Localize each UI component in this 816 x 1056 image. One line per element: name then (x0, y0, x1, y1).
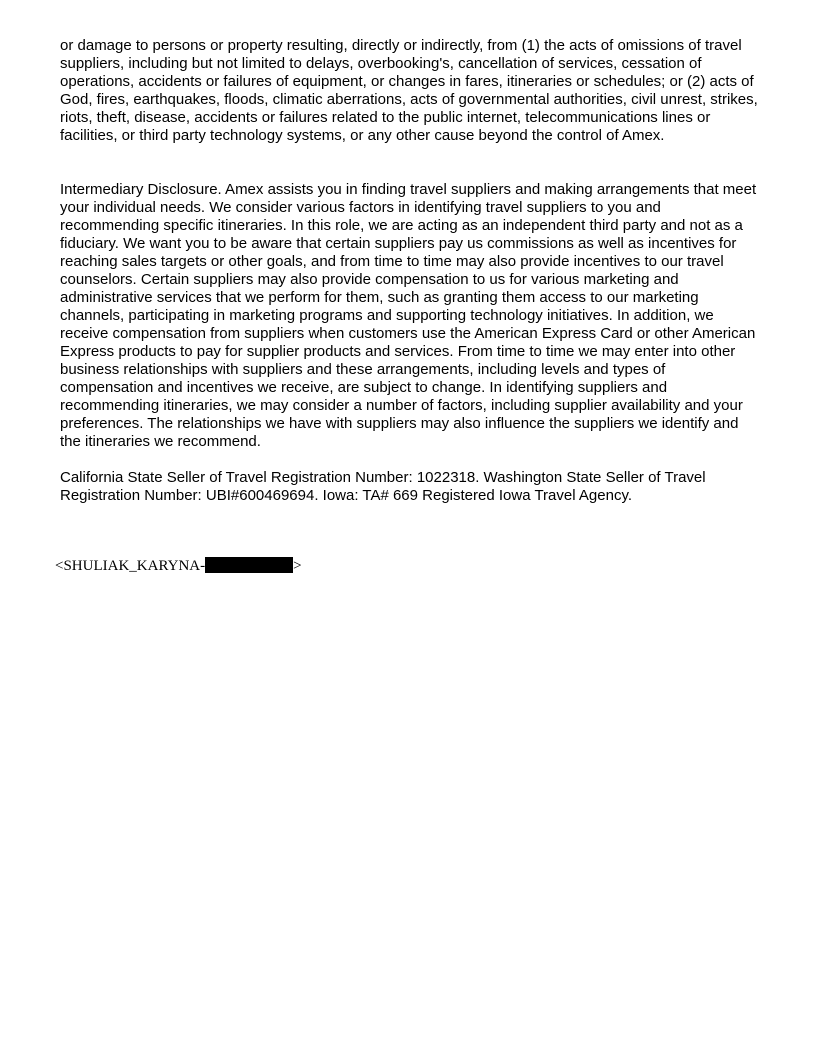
bates-identifier (55, 557, 302, 575)
redaction-block (205, 557, 293, 573)
bates-prefix: <SHULIAK_KARYNA- (55, 558, 206, 574)
liability-paragraph: or damage to persons or property resulting, directly or indirectly, from (1) the acts of omissions of travel suppliers, including but not limited to delays, overbooking's, cancellation of services, cessation of operations, accidents or failures of equipment, or changes in fares, itineraries or schedules; or (2) acts of God, fires, earthquakes, floods, climatic aberrations, acts of governmental authorities, civil unrest, strikes, riots, theft, disease, accidents or failures related to the public internet, telecommunications lines or facilities, or third party technology systems, or any other cause beyond the control of Amex. (60, 37, 758, 144)
bates-suffix: > (293, 558, 302, 574)
registration-paragraph: California State Seller of Travel Registration Number: 1022318. Washington State Seller of Travel Registration Number: UBI#600469694. Iowa: TA# 669 Registered Iowa Travel Agency. (60, 469, 706, 504)
intermediary-disclosure-paragraph: Intermediary Disclosure. Amex assists you in finding travel suppliers and making arrangements that meet your individual needs. We consider various factors in identifying travel suppliers to you and recommending specific itineraries. In this role, we are acting as an independent third party and not as a fiduciary. We want you to be aware that certain suppliers pay us commissions as well as incentives for reaching sales targets or other goals, and from time to time may also provide incentives to our travel counselors. Certain suppliers may also provide compensation to us for various marketing and administrative services that we perform for them, such as granting them access to our marketing channels, participating in marketing programs and supporting technology initiatives. In addition, we receive compensation from suppliers when customers use the American Express Card or other American Express products to pay for supplier products and services. From time to time we may enter into other business relationships with suppliers and these arrangements, including levels and types of compensation and incentives we receive, are subject to change. In identifying suppliers and recommending itineraries, we may consider a number of factors, including supplier availability and your preferences. The relationships we have with suppliers may also influence the suppliers we identify and the itineraries we recommend. (60, 181, 757, 450)
